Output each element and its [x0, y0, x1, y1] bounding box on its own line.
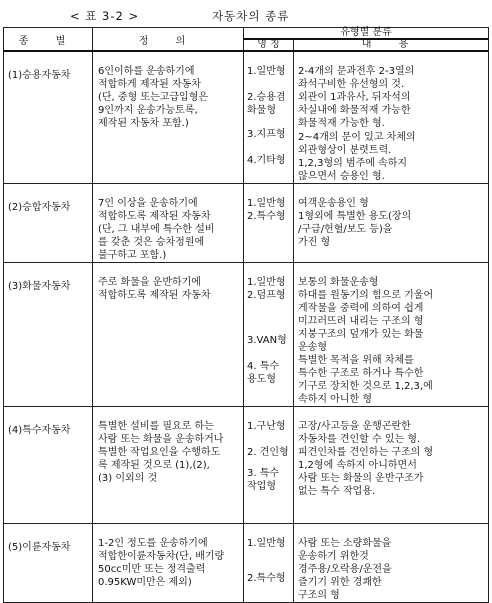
row-names: 1.일반형 2.특수형: [244, 184, 294, 263]
header-content: 내 용: [294, 39, 489, 51]
table-caption: [0, 5, 492, 25]
row-contents: 고장/사고등을 운행곤란한 자동차를 견인할 수 있는 형. 피견인차를 견인하는 구조의 형 1,2형에 속하지 아니하면서 사람 또는 화물의 운반구조가 없는 특수 작업용.: [294, 407, 489, 524]
row-names: 1.일반형 2.승용겸 화물형 3.지프형 4.기타형: [244, 51, 294, 184]
header-definition: 정 의: [93, 28, 244, 52]
row-names: 1.구난형 2. 견인형 3. 특수 작업형: [244, 407, 294, 524]
row-names: 1.일반형 2.특수형: [244, 524, 294, 603]
row-category: (3)화물자동차: [4, 263, 93, 407]
row-contents: 2-4개의 문과전후 2-3열의 좌석구비한 유선형의 것. 외관이 1과유사, 뒤자석의 차실내에 화물적재 가능한 화물적재 가능한 형. 2~4개의 문이 있고 차체의 외관형상이 분렷트력. 1,2,3형의 범주에 속하지 않으면서 승용인 형.: [294, 51, 489, 184]
row-category: (1)승용자동차: [4, 51, 93, 184]
table-title: 자동차의 종류: [212, 9, 290, 23]
table-number: < 표 3-2 >: [70, 9, 140, 23]
table-row: [4, 407, 489, 524]
row-category: (5)이륜자동차: [4, 524, 93, 603]
table-row: [4, 184, 489, 263]
vehicle-types-table: [3, 27, 489, 603]
row-definition: 6인이하를 운송하기에 적합하게 제작된 자동차 (단, 중형 또는고급입형은 9인까지 운송가능토록, 제작된 자동차 포함.): [93, 51, 244, 184]
row-definition: 특별한 설비를 필요로 하는 사람 또는 화물을 운송하거나 특별한 작업요인을 수행하도 록 제작된 것으로 (1),(2), (3) 이외의 것: [93, 407, 244, 524]
row-definition: 1-2인 정도를 운송하기에 적합한이륜자동차(단, 배기량 50cc미만 또는 정격출력 0.95KW미만은 제외): [93, 524, 244, 603]
header-category: 종 별: [4, 28, 93, 52]
row-contents: 여객운송용인 형 1형외에 특별한 용도(장의 /구급/헌혈/보도 등)을 가진 형: [294, 184, 489, 263]
row-definition: 7인 이상을 운송하기에 적합하도록 제작된 자동차 (단, 그 내부에 특수한 설비 를 갖춘 것은 승차정원에 불구하고 포함.): [93, 184, 244, 263]
row-definition: 주로 화물을 운반하기에 적합하도록 제작된 자동차: [93, 263, 244, 407]
row-contents: 사람 또는 소량화물을 운송하기 위한것 경주용/오락용/운전을 즐기기 위한 경쾌한 구조의 형: [294, 524, 489, 603]
table-row: [4, 51, 489, 184]
table-row: [4, 263, 489, 407]
table-row: [4, 524, 489, 603]
header-classification: 유형별 분류: [244, 28, 489, 40]
row-contents: 보통의 화물운송형 하대를 원동기의 힘으로 기울어 게작물을 중력에 의하여 쉽게 미끄러뜨려 내리는 구조의 형 지붕구조의 덮개가 있는 화물 운송형 특별한 목적을 위해 차체를 특수한 구조로 하거나 특수한 기구로 장치한 것으로 1,2,3,에 속하지 아니한 형: [294, 263, 489, 407]
row-names: 1.일반형 2.덤프형 3.VAN형 4. 특수 용도형: [244, 263, 294, 407]
row-category: (2)승합자동차: [4, 184, 93, 263]
header-name: 명 칭: [244, 39, 294, 51]
row-category: (4)특수자동차: [4, 407, 93, 524]
